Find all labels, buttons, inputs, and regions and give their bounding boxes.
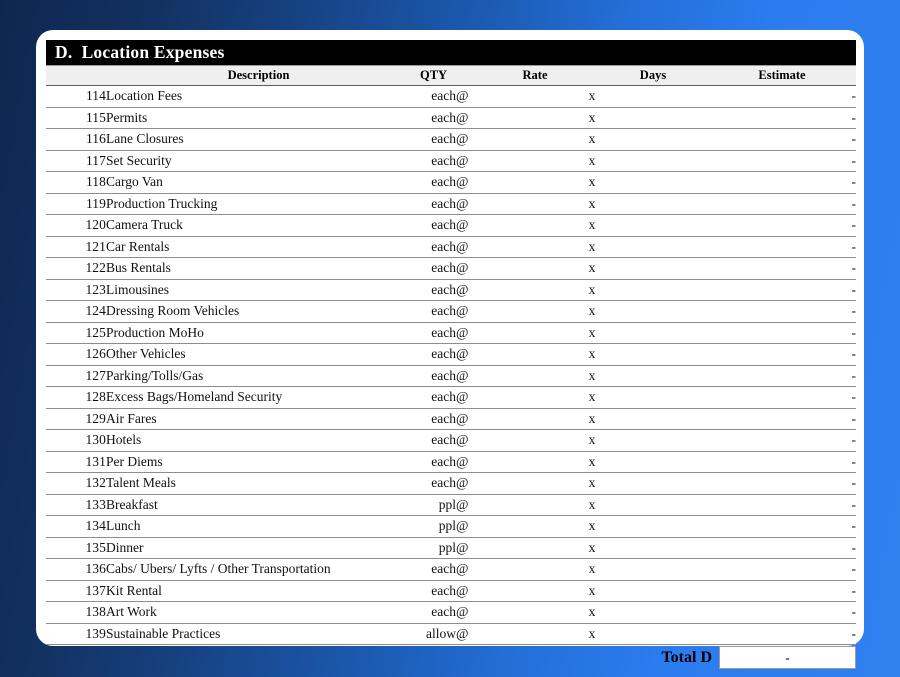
row-times-symbol: x — [586, 150, 598, 172]
table-row[interactable] — [46, 236, 856, 258]
row-estimate: - — [708, 623, 856, 645]
row-index: 126 — [46, 344, 106, 366]
header-spacer — [586, 66, 598, 86]
row-days[interactable] — [598, 258, 708, 280]
row-times-symbol: x — [586, 623, 598, 645]
row-rate[interactable] — [484, 150, 586, 172]
row-at-symbol: @ — [456, 279, 484, 301]
row-at-symbol: @ — [456, 301, 484, 323]
row-qty-unit[interactable]: each — [411, 279, 456, 301]
row-estimate: - — [708, 344, 856, 366]
table-row[interactable] — [46, 301, 856, 323]
row-times-symbol: x — [586, 107, 598, 129]
row-at-symbol: @ — [456, 494, 484, 516]
row-qty-unit[interactable]: each — [411, 559, 456, 581]
row-days[interactable] — [598, 623, 708, 645]
row-qty-unit[interactable]: ppl — [411, 516, 456, 538]
row-estimate: - — [708, 430, 856, 452]
row-index: 124 — [46, 301, 106, 323]
table-row[interactable] — [46, 559, 856, 581]
row-index: 116 — [46, 129, 106, 151]
table-row[interactable] — [46, 107, 856, 129]
row-days[interactable] — [598, 494, 708, 516]
row-index: 121 — [46, 236, 106, 258]
row-estimate: - — [708, 387, 856, 409]
row-times-symbol: x — [586, 430, 598, 452]
row-estimate: - — [708, 365, 856, 387]
row-rate[interactable] — [484, 86, 586, 108]
row-at-symbol: @ — [456, 150, 484, 172]
row-days[interactable] — [598, 107, 708, 129]
row-estimate: - — [708, 258, 856, 280]
row-description: Art Work — [106, 602, 411, 624]
row-index: 122 — [46, 258, 106, 280]
row-days[interactable] — [598, 215, 708, 237]
row-rate[interactable] — [484, 344, 586, 366]
row-at-symbol: @ — [456, 86, 484, 108]
row-description: Air Fares — [106, 408, 411, 430]
row-at-symbol: @ — [456, 172, 484, 194]
row-days[interactable] — [598, 150, 708, 172]
row-estimate: - — [708, 236, 856, 258]
row-qty-unit[interactable]: each — [411, 322, 456, 344]
total-label: Total D — [661, 649, 712, 666]
row-description: Production MoHo — [106, 322, 411, 344]
row-at-symbol: @ — [456, 516, 484, 538]
row-index: 131 — [46, 451, 106, 473]
row-days[interactable] — [598, 236, 708, 258]
table-row[interactable] — [46, 516, 856, 538]
row-index: 130 — [46, 430, 106, 452]
row-index: 139 — [46, 623, 106, 645]
table-row[interactable] — [46, 344, 856, 366]
table-header — [46, 66, 856, 86]
table-row[interactable] — [46, 387, 856, 409]
table-row[interactable] — [46, 322, 856, 344]
row-rate[interactable] — [484, 279, 586, 301]
table-row[interactable] — [46, 494, 856, 516]
row-index: 132 — [46, 473, 106, 495]
budget-sheet-card — [36, 30, 864, 666]
row-times-symbol: x — [586, 494, 598, 516]
row-estimate: - — [708, 86, 856, 108]
row-description: Set Security — [106, 150, 411, 172]
row-index: 115 — [46, 107, 106, 129]
row-estimate: - — [708, 451, 856, 473]
row-description: Limousines — [106, 279, 411, 301]
row-at-symbol: @ — [456, 602, 484, 624]
row-qty-unit[interactable]: each — [411, 193, 456, 215]
row-index: 117 — [46, 150, 106, 172]
row-days[interactable] — [598, 580, 708, 602]
row-qty-unit[interactable]: each — [411, 301, 456, 323]
row-at-symbol: @ — [456, 322, 484, 344]
header-estimate: Estimate — [708, 66, 856, 86]
row-rate[interactable] — [484, 580, 586, 602]
row-index: 135 — [46, 537, 106, 559]
row-description: Talent Meals — [106, 473, 411, 495]
row-times-symbol: x — [586, 516, 598, 538]
row-estimate: - — [708, 279, 856, 301]
row-days[interactable] — [598, 516, 708, 538]
row-at-symbol: @ — [456, 107, 484, 129]
table-body — [46, 86, 856, 645]
row-estimate: - — [708, 129, 856, 151]
row-days[interactable] — [598, 451, 708, 473]
row-days[interactable] — [598, 322, 708, 344]
row-estimate: - — [708, 107, 856, 129]
row-description: Dressing Room Vehicles — [106, 301, 411, 323]
row-qty-unit[interactable]: allow — [411, 623, 456, 645]
table-row[interactable] — [46, 580, 856, 602]
row-description: Breakfast — [106, 494, 411, 516]
row-qty-unit[interactable]: each — [411, 473, 456, 495]
row-times-symbol: x — [586, 301, 598, 323]
row-estimate: - — [708, 215, 856, 237]
row-description: Cargo Van — [106, 172, 411, 194]
row-index: 136 — [46, 559, 106, 581]
row-times-symbol: x — [586, 408, 598, 430]
row-index: 129 — [46, 408, 106, 430]
table-row[interactable] — [46, 602, 856, 624]
row-at-symbol: @ — [456, 408, 484, 430]
row-rate[interactable] — [484, 236, 586, 258]
row-at-symbol: @ — [456, 236, 484, 258]
row-rate[interactable] — [484, 129, 586, 151]
table-row[interactable] — [46, 537, 856, 559]
row-qty-unit[interactable]: each — [411, 258, 456, 280]
table-row[interactable] — [46, 86, 856, 108]
row-times-symbol: x — [586, 473, 598, 495]
row-at-symbol: @ — [456, 258, 484, 280]
row-rate[interactable] — [484, 193, 586, 215]
row-at-symbol: @ — [456, 387, 484, 409]
row-at-symbol: @ — [456, 193, 484, 215]
row-qty-unit[interactable]: each — [411, 408, 456, 430]
section-title: D. Location Expenses — [55, 42, 225, 62]
row-description: Sustainable Practices — [106, 623, 411, 645]
row-times-symbol: x — [586, 193, 598, 215]
row-estimate: - — [708, 322, 856, 344]
table-row[interactable] — [46, 172, 856, 194]
row-index: 123 — [46, 279, 106, 301]
row-qty-unit[interactable]: each — [411, 451, 456, 473]
row-estimate: - — [708, 602, 856, 624]
row-index: 127 — [46, 365, 106, 387]
table-row[interactable] — [46, 430, 856, 452]
row-description: Location Fees — [106, 86, 411, 108]
row-rate[interactable] — [484, 451, 586, 473]
table-row[interactable] — [46, 193, 856, 215]
row-qty-unit[interactable]: each — [411, 150, 456, 172]
row-estimate: - — [708, 301, 856, 323]
row-description: Kit Rental — [106, 580, 411, 602]
row-times-symbol: x — [586, 365, 598, 387]
header-index — [46, 66, 106, 86]
table-row[interactable] — [46, 279, 856, 301]
row-estimate: - — [708, 580, 856, 602]
row-estimate: - — [708, 193, 856, 215]
row-rate[interactable] — [484, 516, 586, 538]
row-at-symbol: @ — [456, 430, 484, 452]
location-expenses-table — [46, 65, 856, 645]
row-estimate: - — [708, 408, 856, 430]
row-qty-unit[interactable]: each — [411, 344, 456, 366]
row-days[interactable] — [598, 129, 708, 151]
row-at-symbol: @ — [456, 473, 484, 495]
row-description: Production Trucking — [106, 193, 411, 215]
row-description: Parking/Tolls/Gas — [106, 365, 411, 387]
row-rate[interactable] — [484, 322, 586, 344]
row-days[interactable] — [598, 559, 708, 581]
total-value: - — [719, 646, 856, 669]
row-rate[interactable] — [484, 258, 586, 280]
row-at-symbol: @ — [456, 537, 484, 559]
row-days[interactable] — [598, 301, 708, 323]
row-days[interactable] — [598, 365, 708, 387]
row-days[interactable] — [598, 344, 708, 366]
row-times-symbol: x — [586, 322, 598, 344]
row-at-symbol: @ — [456, 344, 484, 366]
row-days[interactable] — [598, 602, 708, 624]
row-times-symbol: x — [586, 559, 598, 581]
row-estimate: - — [708, 537, 856, 559]
row-times-symbol: x — [586, 86, 598, 108]
row-description: Cabs/ Ubers/ Lyfts / Other Transportation — [106, 559, 411, 581]
row-index: 133 — [46, 494, 106, 516]
row-qty-unit[interactable]: each — [411, 172, 456, 194]
budget-sheet — [46, 40, 856, 669]
row-rate[interactable] — [484, 301, 586, 323]
row-qty-unit[interactable]: each — [411, 580, 456, 602]
row-estimate: - — [708, 559, 856, 581]
row-description: Permits — [106, 107, 411, 129]
row-times-symbol: x — [586, 279, 598, 301]
table-row[interactable] — [46, 451, 856, 473]
table-row[interactable] — [46, 365, 856, 387]
row-days[interactable] — [598, 193, 708, 215]
row-estimate: - — [708, 473, 856, 495]
row-rate[interactable] — [484, 215, 586, 237]
table-header-row — [46, 66, 856, 86]
row-description: Car Rentals — [106, 236, 411, 258]
row-rate[interactable] — [484, 473, 586, 495]
header-qty: QTY — [411, 66, 484, 86]
row-rate[interactable] — [484, 430, 586, 452]
row-times-symbol: x — [586, 580, 598, 602]
row-estimate: - — [708, 172, 856, 194]
row-days[interactable] — [598, 172, 708, 194]
table-row[interactable] — [46, 258, 856, 280]
row-at-symbol: @ — [456, 129, 484, 151]
row-qty-unit[interactable]: each — [411, 236, 456, 258]
row-description: Other Vehicles — [106, 344, 411, 366]
row-description: Dinner — [106, 537, 411, 559]
header-rate: Rate — [484, 66, 586, 86]
section-title-bar — [46, 40, 856, 65]
row-rate[interactable] — [484, 408, 586, 430]
row-rate[interactable] — [484, 387, 586, 409]
row-at-symbol: @ — [456, 580, 484, 602]
table-row[interactable] — [46, 408, 856, 430]
row-rate[interactable] — [484, 494, 586, 516]
row-times-symbol: x — [586, 451, 598, 473]
row-description: Per Diems — [106, 451, 411, 473]
row-description: Excess Bags/Homeland Security — [106, 387, 411, 409]
row-qty-unit[interactable]: each — [411, 86, 456, 108]
row-days[interactable] — [598, 537, 708, 559]
row-qty-unit[interactable]: ppl — [411, 537, 456, 559]
row-qty-unit[interactable]: each — [411, 430, 456, 452]
row-at-symbol: @ — [456, 365, 484, 387]
header-days: Days — [598, 66, 708, 86]
row-rate[interactable] — [484, 559, 586, 581]
row-days[interactable] — [598, 430, 708, 452]
table-row[interactable] — [46, 215, 856, 237]
row-times-symbol: x — [586, 172, 598, 194]
table-row[interactable] — [46, 623, 856, 645]
row-at-symbol: @ — [456, 559, 484, 581]
row-days[interactable] — [598, 86, 708, 108]
row-index: 137 — [46, 580, 106, 602]
row-rate[interactable] — [484, 537, 586, 559]
row-estimate: - — [708, 516, 856, 538]
row-description: Lane Closures — [106, 129, 411, 151]
row-index: 114 — [46, 86, 106, 108]
table-row[interactable] — [46, 150, 856, 172]
row-qty-unit[interactable]: each — [411, 215, 456, 237]
row-index: 120 — [46, 215, 106, 237]
row-index: 125 — [46, 322, 106, 344]
row-qty-unit[interactable]: each — [411, 129, 456, 151]
row-qty-unit[interactable]: ppl — [411, 494, 456, 516]
row-index: 118 — [46, 172, 106, 194]
row-description: Lunch — [106, 516, 411, 538]
row-rate[interactable] — [484, 623, 586, 645]
row-index: 134 — [46, 516, 106, 538]
row-at-symbol: @ — [456, 215, 484, 237]
table-row[interactable] — [46, 129, 856, 151]
row-times-symbol: x — [586, 602, 598, 624]
row-at-symbol: @ — [456, 623, 484, 645]
row-estimate: - — [708, 494, 856, 516]
row-days[interactable] — [598, 387, 708, 409]
row-times-symbol: x — [586, 236, 598, 258]
row-estimate: - — [708, 150, 856, 172]
row-times-symbol: x — [586, 537, 598, 559]
row-at-symbol: @ — [456, 451, 484, 473]
row-qty-unit[interactable]: each — [411, 107, 456, 129]
row-days[interactable] — [598, 408, 708, 430]
row-days[interactable] — [598, 279, 708, 301]
row-qty-unit[interactable]: each — [411, 365, 456, 387]
row-rate[interactable] — [484, 107, 586, 129]
total-row — [46, 645, 856, 669]
row-index: 138 — [46, 602, 106, 624]
row-times-symbol: x — [586, 258, 598, 280]
row-times-symbol: x — [586, 344, 598, 366]
row-rate[interactable] — [484, 172, 586, 194]
header-description: Description — [106, 66, 411, 86]
row-days[interactable] — [598, 473, 708, 495]
row-times-symbol: x — [586, 129, 598, 151]
row-qty-unit[interactable]: each — [411, 387, 456, 409]
row-description: Hotels — [106, 430, 411, 452]
row-times-symbol: x — [586, 215, 598, 237]
row-index: 119 — [46, 193, 106, 215]
row-qty-unit[interactable]: each — [411, 602, 456, 624]
table-row[interactable] — [46, 473, 856, 495]
row-rate[interactable] — [484, 365, 586, 387]
row-index: 128 — [46, 387, 106, 409]
row-description: Camera Truck — [106, 215, 411, 237]
row-description: Bus Rentals — [106, 258, 411, 280]
row-times-symbol: x — [586, 387, 598, 409]
row-rate[interactable] — [484, 602, 586, 624]
